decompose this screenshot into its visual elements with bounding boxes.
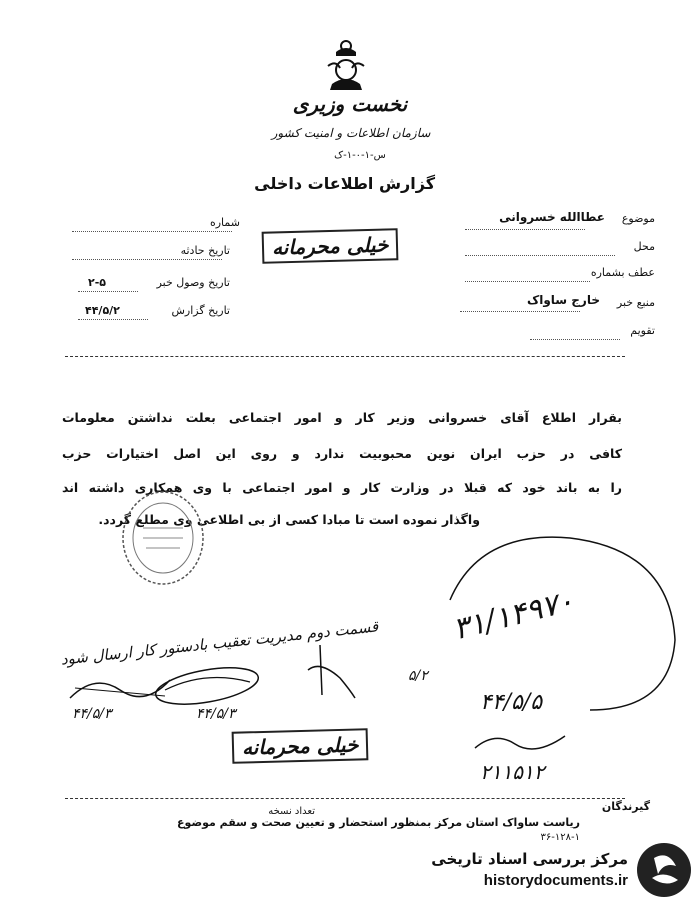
handwritten-date-2: ۴۴/۵/۳ [196,706,236,722]
recipients-label: گیرندگان [601,800,650,813]
body-line-2: کافی در حزب ایران نوین محبوبیت ندارد و روی این اصل اختیارات حزب [62,446,622,461]
number-dotted-line [72,230,232,232]
incident-date-dotted-line [72,258,222,260]
handwritten-mark-icon [300,640,360,700]
recipients-code: ۳۶-۱۲۸-۱ [540,832,580,843]
ref-label: عطف بشماره [590,266,655,279]
round-seal-icon [118,488,208,588]
body-line-3: را به باند خود که قبلا در وزارت کار و امور اجتماعی با وی همکاری داشته اند [62,480,622,495]
place-dotted-line [465,254,615,256]
subject-dotted-line [465,228,585,230]
handwritten-signature-3-icon [470,726,570,756]
org-code: س-۱-۰-۱-ک [334,150,386,161]
handwritten-signature-2-icon [150,662,265,712]
handwritten-date-3: ۴۴/۵/۵ [480,690,543,715]
receipt-date-value: ۲-۵ [88,276,106,289]
watermark-url: historydocuments.ir [483,872,628,889]
history-documents-logo-icon [634,840,694,900]
report-date-dotted-line [78,318,148,320]
copies-label: تعداد نسخه [268,806,315,817]
ref-dotted-line [465,280,590,282]
handwritten-number-2: ۲۱۱۵۱۲ [480,760,545,784]
lion-and-sun-emblem-icon [322,38,370,94]
subject-label: موضوع [621,212,655,225]
handwritten-note: قسمت دوم مدیریت تعقیب بادستور کار ارسال شود [59,617,380,669]
source-value: خارج ساواک [526,293,600,307]
evaluation-dotted-line [530,338,620,340]
org-subtitle: سازمان اطلاعات و امنیت کشور [271,126,431,140]
org-title: نخست وزیری [292,92,408,116]
body-line-4: واگذار نموده است تا مبادا کسی از بی اطلاعی وی مطلع گردد. [98,512,480,527]
place-label: محل [633,240,655,253]
source-label: منبع خبر [616,296,655,309]
body-line-1: بقرار اطلاع آقای خسروانی وزیر کار و امور اجتماعی بعلت نداشتن معلومات [62,410,622,425]
classification-stamp-bottom: خیلی محرمانه [232,728,369,764]
source-dotted-line [460,310,580,312]
report-title: گزارش اطلاعات داخلی [254,174,435,193]
number-label: شماره [209,216,240,229]
receipt-date-dotted-line [78,290,138,292]
footer-divider [65,798,625,799]
recipients-text: ریاست ساواک استان مرکز بمنظور استحضار و تعیین صحت و سقم موضوع [177,816,580,829]
incident-date-label: تاریخ حادثه [180,244,230,257]
handwritten-mark: ۵/۲ [408,668,428,684]
header-divider [65,356,625,357]
handwritten-circle-number: ۳۱/۱۴۹۷۰ [449,583,578,648]
subject-value: عطاالله خسروانی [499,210,605,224]
classification-stamp-top: خیلی محرمانه [262,228,399,264]
report-date-label: تاریخ گزارش [171,304,230,317]
report-date-value: ۴۴/۵/۲ [85,304,120,317]
receipt-date-label: تاریخ وصول خبر [156,276,230,289]
handwritten-date-1: ۴۴/۵/۳ [72,706,112,722]
evaluation-label: تقویم [630,324,655,337]
watermark-name: مرکز بررسی اسناد تاریخی [431,850,628,868]
